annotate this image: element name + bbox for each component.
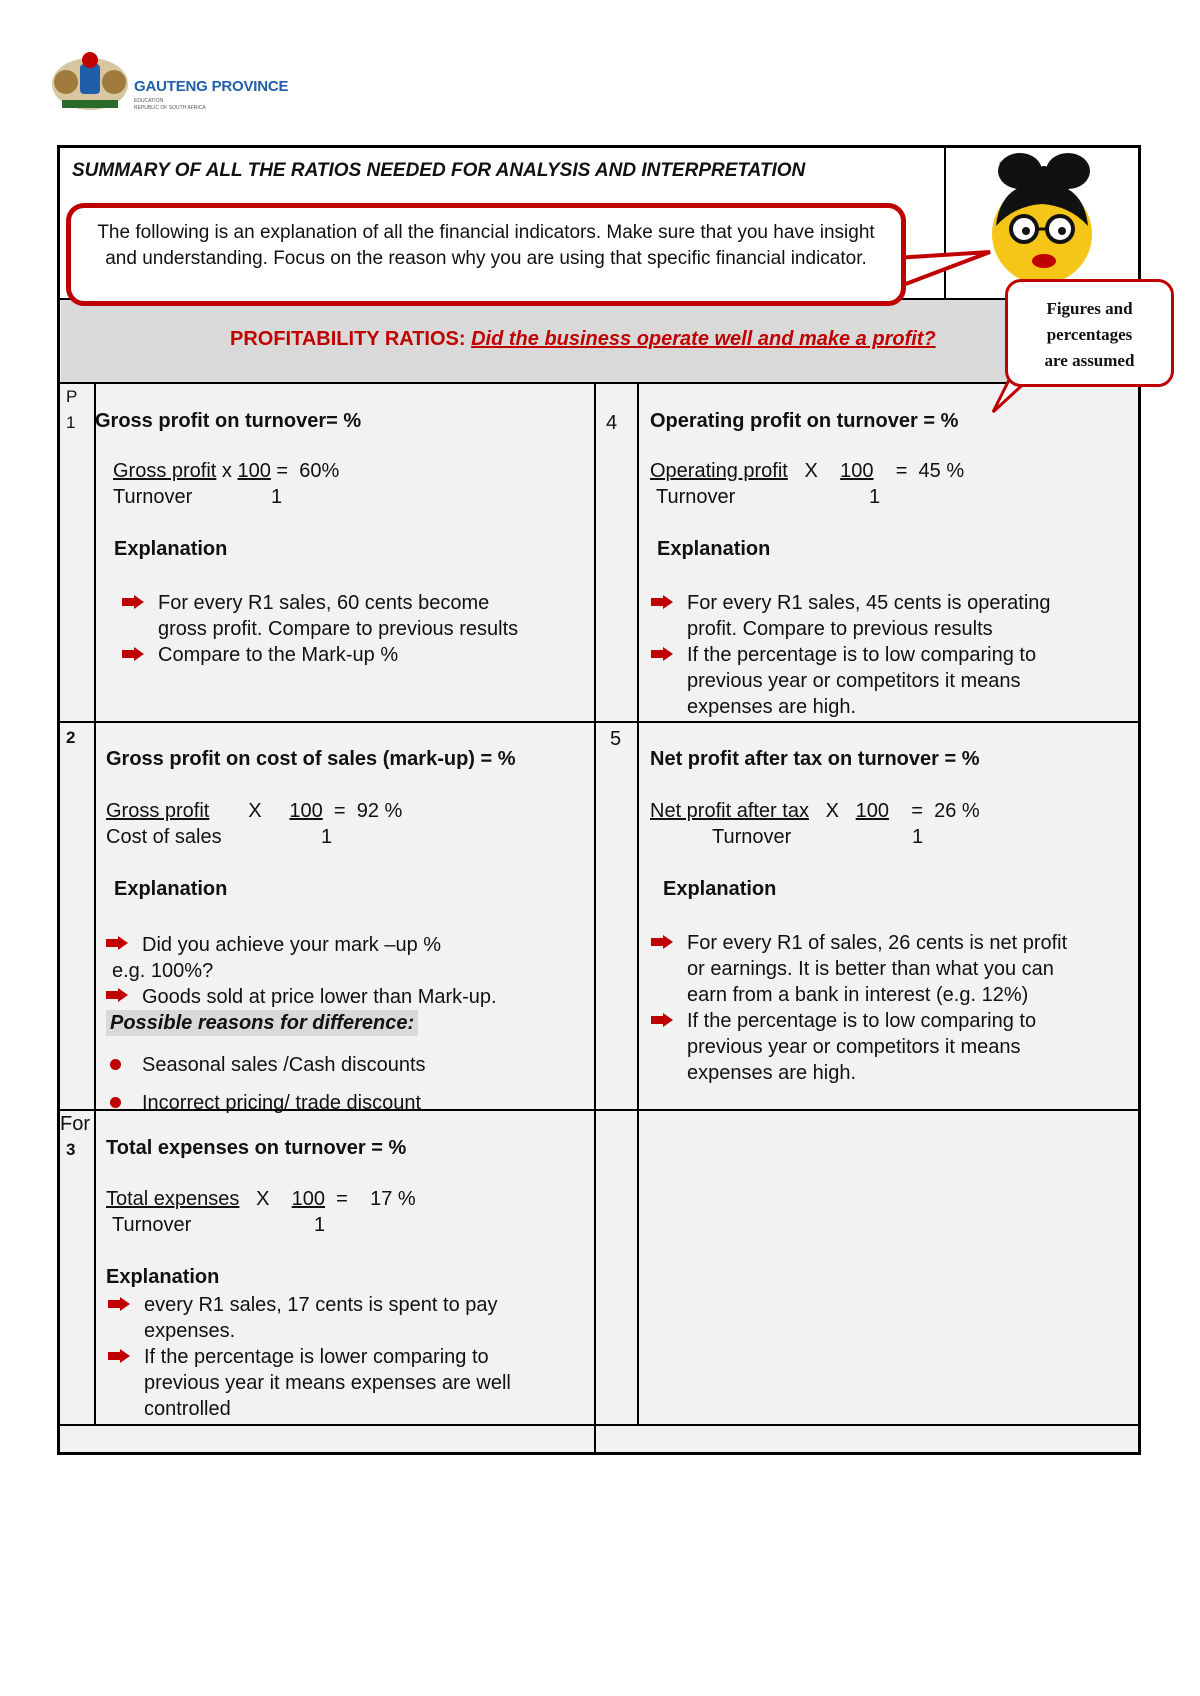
bullet-text: gross profit. Compare to previous results (158, 618, 519, 640)
banner-question: Did the business operate well and make a profit? (471, 328, 936, 350)
page-title: SUMMARY OF ALL THE RATIOS NEEDED FOR ANALYSIS AND INTERPRETATION (72, 160, 806, 181)
list-item (651, 930, 1137, 1008)
list-item (651, 590, 1131, 642)
grid-line (58, 382, 1140, 384)
formula-one: 1 (912, 826, 924, 848)
bullet-text: Goods sold at price lower than Mark-up. (142, 986, 497, 1008)
note-line: are assumed (1044, 351, 1135, 370)
bullet-text: controlled (144, 1398, 231, 1420)
list-item (108, 1292, 588, 1344)
list-item (122, 590, 592, 642)
bullet-text: or earnings. It is better than what you can (687, 958, 1054, 980)
formula (113, 460, 339, 483)
bullet-text: For every R1 of sales, 26 cents is net profit (687, 932, 1068, 954)
formula-operator: x (221, 460, 232, 482)
bullet-text: If the percentage is lower comparing to (144, 1346, 489, 1368)
formula-result: 92 % (356, 800, 403, 822)
arrow-bullet-icon (106, 936, 128, 950)
formula-operator: X (825, 800, 839, 822)
formula-result: 60% (299, 460, 340, 482)
gauteng-logo (48, 44, 289, 116)
bullet-text: expenses are high. (687, 1062, 857, 1084)
reasons-heading: Possible reasons for difference: (106, 1010, 418, 1036)
explanation-heading: Explanation (663, 878, 777, 900)
formula-one: 1 (314, 1214, 326, 1236)
formula-operator: X (256, 1188, 270, 1210)
banner-label: PROFITABILITY RATIOS: (230, 328, 466, 350)
formula-denominator: Turnover (112, 1214, 192, 1236)
formula-factor: 100 (237, 460, 271, 482)
arrow-bullet-icon (651, 935, 673, 949)
formula-denominator: Cost of sales (106, 826, 222, 848)
formula-equals: = (911, 800, 923, 822)
arrow-bullet-icon (106, 988, 128, 1002)
explanation-heading: Explanation (114, 538, 228, 560)
bullet-text: profit. Compare to previous results (687, 618, 993, 640)
list-item (106, 1046, 586, 1084)
bullet-text: e.g. 100%? (112, 960, 214, 982)
bullet-text: previous year or competitors it means (687, 1036, 1021, 1058)
bullet-text: For every R1 sales, 45 cents is operating (687, 592, 1051, 614)
bullet-text: If the percentage is to low comparing to (687, 1010, 1037, 1032)
formula (650, 460, 964, 483)
arrow-bullet-icon (122, 647, 144, 661)
instruction-callout: The following is an explanation of all the financial indicators. Make sure that you have insight and understanding. Focus on the reason why you are using that specific financial indicator. (66, 203, 906, 306)
list-item (108, 1344, 588, 1422)
bullet-text: Did you achieve your mark –up % (142, 934, 442, 956)
grid-line (637, 383, 639, 1426)
ratio-heading: Gross profit on cost of sales (mark-up) = % (106, 748, 516, 770)
formula (650, 800, 980, 823)
arrow-bullet-icon (651, 647, 673, 661)
formula-numerator: Total expenses (106, 1188, 240, 1210)
row-number: 2 (66, 728, 76, 747)
explanation-list (108, 1292, 588, 1422)
formula-factor: 100 (840, 460, 874, 482)
formula-equals: = (276, 460, 289, 482)
formula-denominator: Turnover (712, 826, 792, 848)
arrow-bullet-icon (108, 1297, 130, 1311)
ratio-heading: Net profit after tax on turnover = % (650, 748, 980, 770)
bullet-text: Seasonal sales /Cash discounts (142, 1054, 426, 1076)
explanation-heading: Explanation (114, 878, 228, 900)
note-line: Figures and (1046, 299, 1133, 318)
grid-line (58, 1424, 1140, 1426)
formula-numerator: Gross profit (106, 800, 210, 822)
grid-line (594, 383, 596, 1454)
arrow-bullet-icon (122, 595, 144, 609)
logo-subtitle-2: REPUBLIC OF SOUTH AFRICA (134, 105, 206, 111)
explanation-list (651, 930, 1137, 1086)
formula-numerator: Net profit after tax (650, 800, 809, 822)
formula-one: 1 (321, 826, 333, 848)
bullet-text: previous year it means expenses are well (144, 1372, 511, 1394)
row-number: For (60, 1113, 90, 1135)
formula-factor: 100 (289, 800, 323, 822)
arrow-bullet-icon (108, 1349, 130, 1363)
bullet-row (106, 984, 497, 1010)
banner-heading (230, 328, 936, 351)
row-number: P (66, 387, 78, 406)
formula-equals: = (333, 800, 346, 822)
grid-line (94, 383, 96, 1426)
formula-denominator: Turnover (656, 486, 736, 508)
formula-denominator: Turnover (113, 486, 193, 508)
list-item (651, 642, 1131, 720)
ratio-heading: Total expenses on turnover = % (106, 1137, 407, 1159)
callout-pointer-icon (895, 250, 995, 300)
formula-numerator: Operating profit (650, 460, 788, 482)
formula (106, 1188, 416, 1211)
explanation-list (122, 590, 592, 668)
bullet-text: expenses. (144, 1320, 236, 1342)
formula-factor: 100 (291, 1188, 326, 1210)
bullet-text: For every R1 sales, 60 cents become (158, 592, 490, 614)
formula-operator: X (804, 460, 818, 482)
formula-result: 26 % (934, 800, 980, 822)
list-item (106, 1084, 586, 1122)
bullet-text: Compare to the Mark-up % (158, 644, 399, 666)
formula-one: 1 (271, 486, 283, 508)
dot-bullet-icon (110, 1097, 121, 1108)
formula-factor: 100 (855, 800, 890, 822)
row-number: 3 (66, 1140, 76, 1159)
formula-result: 45 % (918, 460, 965, 482)
reasons-list (106, 1046, 586, 1122)
ratio-heading: Operating profit on turnover = % (650, 410, 959, 432)
explanation-list (651, 590, 1131, 720)
formula-result: 17 % (370, 1188, 416, 1210)
logo-title: GAUTENG PROVINCE (134, 78, 289, 95)
formula-equals: = (895, 460, 908, 482)
coat-of-arms-icon (48, 44, 132, 114)
bullet-text: Incorrect pricing/ trade discount (142, 1092, 422, 1114)
bullet-text: If the percentage is to low comparing to (687, 644, 1037, 666)
bullet-text: previous year or competitors it means (687, 670, 1021, 692)
bullet-row (106, 932, 441, 958)
bullet-text: earn from a bank in interest (e.g. 12%) (687, 984, 1029, 1006)
note-line: percentages (1046, 325, 1133, 344)
mascot-face-icon (980, 146, 1110, 286)
ratio-heading: Gross profit on turnover= % (95, 410, 362, 432)
formula-equals: = (336, 1188, 348, 1210)
list-item (651, 1008, 1137, 1086)
row-number: 4 (606, 412, 618, 434)
formula-operator: X (248, 800, 262, 822)
row-number: 5 (610, 728, 622, 750)
row-number: 1 (66, 413, 76, 432)
formula (106, 800, 402, 823)
formula-numerator: Gross profit (113, 460, 217, 482)
formula-one: 1 (869, 486, 881, 508)
bullet-text: every R1 sales, 17 cents is spent to pay (144, 1294, 498, 1316)
list-item (122, 642, 592, 668)
arrow-bullet-icon (651, 595, 673, 609)
explanation-heading: Explanation (106, 1266, 220, 1288)
arrow-bullet-icon (651, 1013, 673, 1027)
figures-assumed-note (1005, 279, 1174, 387)
logo-subtitle: EDUCATION (134, 98, 164, 104)
grid-line (58, 721, 1140, 723)
bullet-text: expenses are high. (687, 696, 857, 718)
explanation-heading: Explanation (657, 538, 771, 560)
dot-bullet-icon (110, 1059, 121, 1070)
